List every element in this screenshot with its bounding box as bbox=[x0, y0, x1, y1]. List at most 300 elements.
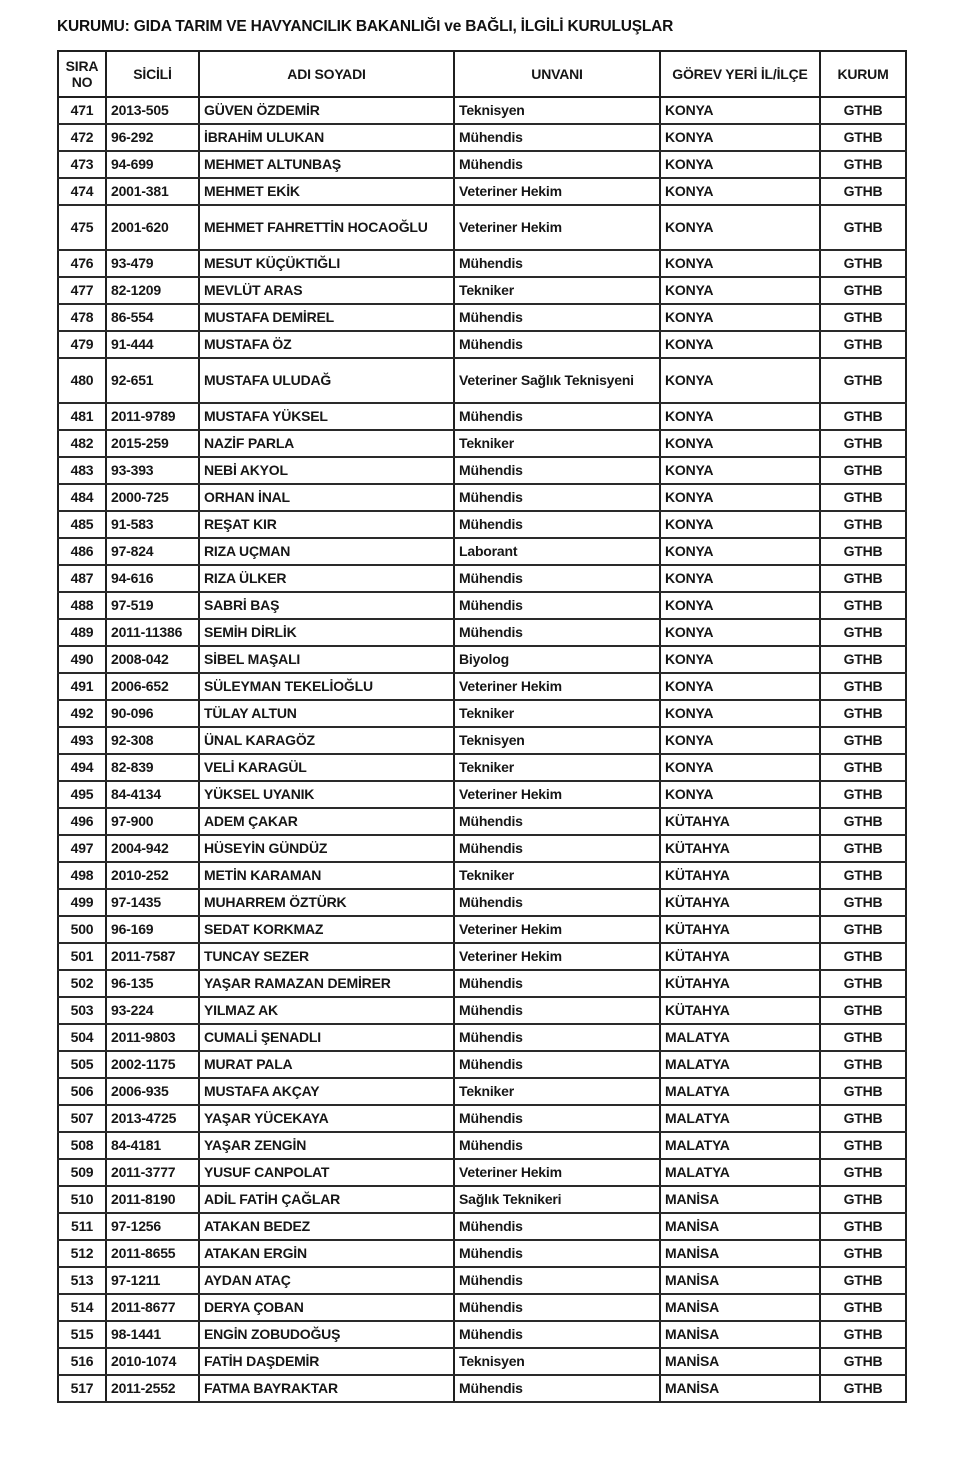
cell-sicil: 2011-8190 bbox=[106, 1186, 199, 1213]
cell-kurum: GTHB bbox=[820, 808, 906, 835]
cell-kurum: GTHB bbox=[820, 997, 906, 1024]
cell-il: KONYA bbox=[660, 538, 820, 565]
cell-sira: 496 bbox=[58, 808, 106, 835]
cell-sicil: 2011-11386 bbox=[106, 619, 199, 646]
cell-kurum: GTHB bbox=[820, 124, 906, 151]
cell-kurum: GTHB bbox=[820, 277, 906, 304]
cell-sicil: 97-1256 bbox=[106, 1213, 199, 1240]
table-row bbox=[58, 124, 906, 151]
cell-sicil: 97-900 bbox=[106, 808, 199, 835]
cell-kurum: GTHB bbox=[820, 430, 906, 457]
cell-ad: YUSUF CANPOLAT bbox=[199, 1159, 454, 1186]
table-row bbox=[58, 1132, 906, 1159]
cell-il: KONYA bbox=[660, 457, 820, 484]
cell-il: KONYA bbox=[660, 511, 820, 538]
cell-ad: İBRAHİM ULUKAN bbox=[199, 124, 454, 151]
cell-sira: 509 bbox=[58, 1159, 106, 1186]
cell-il: KÜTAHYA bbox=[660, 970, 820, 997]
table-row bbox=[58, 250, 906, 277]
cell-il: KONYA bbox=[660, 646, 820, 673]
cell-unvan: Veteriner Hekim bbox=[454, 781, 660, 808]
cell-il: KONYA bbox=[660, 619, 820, 646]
cell-unvan: Veteriner Hekim bbox=[454, 916, 660, 943]
cell-sicil: 97-519 bbox=[106, 592, 199, 619]
column-header-sicil: SİCİLİ bbox=[106, 51, 199, 97]
cell-sira: 494 bbox=[58, 754, 106, 781]
cell-unvan: Veteriner Hekim bbox=[454, 943, 660, 970]
cell-kurum: GTHB bbox=[820, 943, 906, 970]
cell-kurum: GTHB bbox=[820, 1105, 906, 1132]
column-header-unvan: UNVANI bbox=[454, 51, 660, 97]
cell-ad: YAŞAR RAMAZAN DEMİRER bbox=[199, 970, 454, 997]
cell-il: MANİSA bbox=[660, 1267, 820, 1294]
table-row bbox=[58, 592, 906, 619]
table-row bbox=[58, 97, 906, 124]
cell-ad: TÜLAY ALTUN bbox=[199, 700, 454, 727]
cell-il: KONYA bbox=[660, 781, 820, 808]
cell-sicil: 91-444 bbox=[106, 331, 199, 358]
cell-sira: 492 bbox=[58, 700, 106, 727]
cell-sicil: 2011-9803 bbox=[106, 1024, 199, 1051]
cell-kurum: GTHB bbox=[820, 484, 906, 511]
cell-unvan: Mühendis bbox=[454, 997, 660, 1024]
table-row bbox=[58, 1186, 906, 1213]
cell-kurum: GTHB bbox=[820, 619, 906, 646]
table-row bbox=[58, 808, 906, 835]
cell-ad: MEHMET FAHRETTİN HOCAOĞLU bbox=[199, 205, 454, 250]
cell-il: KONYA bbox=[660, 673, 820, 700]
cell-sira: 510 bbox=[58, 1186, 106, 1213]
cell-unvan: Mühendis bbox=[454, 304, 660, 331]
cell-sira: 502 bbox=[58, 970, 106, 997]
cell-kurum: GTHB bbox=[820, 1213, 906, 1240]
cell-sicil: 84-4181 bbox=[106, 1132, 199, 1159]
cell-sicil: 2006-935 bbox=[106, 1078, 199, 1105]
table-row bbox=[58, 1024, 906, 1051]
cell-sira: 497 bbox=[58, 835, 106, 862]
table-header-row bbox=[58, 51, 906, 97]
cell-unvan: Mühendis bbox=[454, 1105, 660, 1132]
cell-il: KONYA bbox=[660, 700, 820, 727]
cell-il: MANİSA bbox=[660, 1321, 820, 1348]
cell-sicil: 2011-2552 bbox=[106, 1375, 199, 1402]
cell-il: KONYA bbox=[660, 592, 820, 619]
cell-kurum: GTHB bbox=[820, 1051, 906, 1078]
cell-il: KONYA bbox=[660, 205, 820, 250]
cell-sira: 489 bbox=[58, 619, 106, 646]
cell-sira: 482 bbox=[58, 430, 106, 457]
cell-ad: MEHMET ALTUNBAŞ bbox=[199, 151, 454, 178]
cell-sicil: 97-1435 bbox=[106, 889, 199, 916]
cell-sira: 476 bbox=[58, 250, 106, 277]
cell-ad: TUNCAY SEZER bbox=[199, 943, 454, 970]
cell-ad: RIZA ÜLKER bbox=[199, 565, 454, 592]
cell-kurum: GTHB bbox=[820, 835, 906, 862]
cell-kurum: GTHB bbox=[820, 754, 906, 781]
table-row bbox=[58, 178, 906, 205]
cell-unvan: Tekniker bbox=[454, 277, 660, 304]
cell-il: MALATYA bbox=[660, 1132, 820, 1159]
cell-sira: 484 bbox=[58, 484, 106, 511]
cell-sicil: 2000-725 bbox=[106, 484, 199, 511]
cell-sira: 493 bbox=[58, 727, 106, 754]
cell-il: KÜTAHYA bbox=[660, 943, 820, 970]
cell-sira: 506 bbox=[58, 1078, 106, 1105]
table-row bbox=[58, 754, 906, 781]
cell-ad: YAŞAR YÜCEKAYA bbox=[199, 1105, 454, 1132]
cell-ad: AYDAN ATAÇ bbox=[199, 1267, 454, 1294]
cell-sicil: 2010-252 bbox=[106, 862, 199, 889]
cell-unvan: Mühendis bbox=[454, 457, 660, 484]
page-title: KURUMU: GIDA TARIM VE HAVYANCILIK BAKANLIĞI ve BAĞLI, İLGİLİ KURULUŞLAR bbox=[57, 18, 674, 35]
cell-sicil: 82-1209 bbox=[106, 277, 199, 304]
table-row bbox=[58, 1267, 906, 1294]
cell-sicil: 2002-1175 bbox=[106, 1051, 199, 1078]
cell-unvan: Mühendis bbox=[454, 1213, 660, 1240]
cell-kurum: GTHB bbox=[820, 250, 906, 277]
cell-ad: SABRİ BAŞ bbox=[199, 592, 454, 619]
cell-unvan: Mühendis bbox=[454, 511, 660, 538]
cell-sira: 490 bbox=[58, 646, 106, 673]
cell-unvan: Veteriner Hekim bbox=[454, 178, 660, 205]
cell-il: KÜTAHYA bbox=[660, 862, 820, 889]
cell-sira: 515 bbox=[58, 1321, 106, 1348]
table-row bbox=[58, 358, 906, 403]
table-row bbox=[58, 277, 906, 304]
table-row bbox=[58, 727, 906, 754]
personnel-table-body bbox=[58, 97, 906, 1402]
table-row bbox=[58, 835, 906, 862]
cell-ad: ADİL FATİH ÇAĞLAR bbox=[199, 1186, 454, 1213]
cell-ad: SİBEL MAŞALI bbox=[199, 646, 454, 673]
cell-kurum: GTHB bbox=[820, 727, 906, 754]
cell-sira: 488 bbox=[58, 592, 106, 619]
cell-il: MALATYA bbox=[660, 1051, 820, 1078]
cell-ad: NAZİF PARLA bbox=[199, 430, 454, 457]
cell-ad: SÜLEYMAN TEKELİOĞLU bbox=[199, 673, 454, 700]
cell-sicil: 92-651 bbox=[106, 358, 199, 403]
cell-il: KÜTAHYA bbox=[660, 835, 820, 862]
cell-kurum: GTHB bbox=[820, 1375, 906, 1402]
cell-unvan: Mühendis bbox=[454, 1024, 660, 1051]
table-row bbox=[58, 1321, 906, 1348]
table-row bbox=[58, 304, 906, 331]
table-row bbox=[58, 700, 906, 727]
table-row bbox=[58, 997, 906, 1024]
cell-il: KONYA bbox=[660, 124, 820, 151]
cell-sira: 498 bbox=[58, 862, 106, 889]
cell-unvan: Mühendis bbox=[454, 403, 660, 430]
cell-il: KÜTAHYA bbox=[660, 889, 820, 916]
cell-sicil: 2015-259 bbox=[106, 430, 199, 457]
cell-il: MANİSA bbox=[660, 1186, 820, 1213]
cell-sicil: 2011-8677 bbox=[106, 1294, 199, 1321]
cell-kurum: GTHB bbox=[820, 151, 906, 178]
table-row bbox=[58, 1213, 906, 1240]
cell-il: KONYA bbox=[660, 484, 820, 511]
cell-il: MANİSA bbox=[660, 1213, 820, 1240]
cell-il: MANİSA bbox=[660, 1294, 820, 1321]
cell-sira: 504 bbox=[58, 1024, 106, 1051]
cell-unvan: Mühendis bbox=[454, 331, 660, 358]
table-row bbox=[58, 673, 906, 700]
cell-ad: YÜKSEL UYANIK bbox=[199, 781, 454, 808]
cell-ad: ADEM ÇAKAR bbox=[199, 808, 454, 835]
cell-il: KÜTAHYA bbox=[660, 997, 820, 1024]
personnel-table bbox=[57, 50, 907, 1403]
cell-sira: 499 bbox=[58, 889, 106, 916]
column-header-kurum: KURUM bbox=[820, 51, 906, 97]
cell-sicil: 97-824 bbox=[106, 538, 199, 565]
cell-ad: DERYA ÇOBAN bbox=[199, 1294, 454, 1321]
cell-sira: 512 bbox=[58, 1240, 106, 1267]
cell-sicil: 2010-1074 bbox=[106, 1348, 199, 1375]
cell-sicil: 2008-042 bbox=[106, 646, 199, 673]
cell-ad: GÜVEN ÖZDEMİR bbox=[199, 97, 454, 124]
table-row bbox=[58, 1078, 906, 1105]
cell-sira: 485 bbox=[58, 511, 106, 538]
cell-unvan: Veteriner Sağlık Teknisyeni bbox=[454, 358, 660, 403]
cell-sira: 474 bbox=[58, 178, 106, 205]
cell-ad: MUHARREM ÖZTÜRK bbox=[199, 889, 454, 916]
cell-sicil: 2011-8655 bbox=[106, 1240, 199, 1267]
cell-ad: MUSTAFA AKÇAY bbox=[199, 1078, 454, 1105]
cell-kurum: GTHB bbox=[820, 916, 906, 943]
cell-unvan: Teknisyen bbox=[454, 727, 660, 754]
cell-sicil: 94-699 bbox=[106, 151, 199, 178]
cell-kurum: GTHB bbox=[820, 1159, 906, 1186]
table-row bbox=[58, 538, 906, 565]
cell-sira: 503 bbox=[58, 997, 106, 1024]
cell-sicil: 93-393 bbox=[106, 457, 199, 484]
cell-ad: FATİH DAŞDEMİR bbox=[199, 1348, 454, 1375]
cell-ad: MUSTAFA ÖZ bbox=[199, 331, 454, 358]
table-row bbox=[58, 1159, 906, 1186]
table-row bbox=[58, 781, 906, 808]
cell-ad: YILMAZ AK bbox=[199, 997, 454, 1024]
column-header-il: GÖREV YERİ İL/İLÇE bbox=[660, 51, 820, 97]
cell-ad: MUSTAFA YÜKSEL bbox=[199, 403, 454, 430]
cell-sira: 475 bbox=[58, 205, 106, 250]
cell-unvan: Tekniker bbox=[454, 700, 660, 727]
cell-unvan: Tekniker bbox=[454, 430, 660, 457]
cell-ad: NEBİ AKYOL bbox=[199, 457, 454, 484]
cell-sira: 473 bbox=[58, 151, 106, 178]
cell-sicil: 2004-942 bbox=[106, 835, 199, 862]
cell-sicil: 86-554 bbox=[106, 304, 199, 331]
cell-kurum: GTHB bbox=[820, 565, 906, 592]
cell-kurum: GTHB bbox=[820, 331, 906, 358]
cell-il: KONYA bbox=[660, 403, 820, 430]
cell-il: KONYA bbox=[660, 331, 820, 358]
cell-unvan: Veteriner Hekim bbox=[454, 673, 660, 700]
cell-il: MANİSA bbox=[660, 1240, 820, 1267]
cell-ad: MUSTAFA ULUDAĞ bbox=[199, 358, 454, 403]
cell-kurum: GTHB bbox=[820, 592, 906, 619]
table-row bbox=[58, 1051, 906, 1078]
cell-sicil: 92-308 bbox=[106, 727, 199, 754]
cell-ad: SEMİH DİRLİK bbox=[199, 619, 454, 646]
cell-sira: 500 bbox=[58, 916, 106, 943]
cell-il: KONYA bbox=[660, 304, 820, 331]
cell-unvan: Mühendis bbox=[454, 484, 660, 511]
cell-ad: MEHMET EKİK bbox=[199, 178, 454, 205]
column-header-sira: SIRA NO bbox=[58, 51, 106, 97]
cell-kurum: GTHB bbox=[820, 1348, 906, 1375]
cell-kurum: GTHB bbox=[820, 358, 906, 403]
cell-kurum: GTHB bbox=[820, 1186, 906, 1213]
cell-ad: SEDAT KORKMAZ bbox=[199, 916, 454, 943]
cell-unvan: Mühendis bbox=[454, 619, 660, 646]
cell-ad: ATAKAN BEDEZ bbox=[199, 1213, 454, 1240]
cell-il: KONYA bbox=[660, 754, 820, 781]
cell-il: KONYA bbox=[660, 97, 820, 124]
cell-sicil: 96-135 bbox=[106, 970, 199, 997]
cell-il: MALATYA bbox=[660, 1105, 820, 1132]
cell-il: KONYA bbox=[660, 358, 820, 403]
cell-sicil: 84-4134 bbox=[106, 781, 199, 808]
cell-kurum: GTHB bbox=[820, 178, 906, 205]
cell-kurum: GTHB bbox=[820, 673, 906, 700]
cell-unvan: Veteriner Hekim bbox=[454, 1159, 660, 1186]
cell-ad: HÜSEYİN GÜNDÜZ bbox=[199, 835, 454, 862]
cell-unvan: Mühendis bbox=[454, 124, 660, 151]
table-row bbox=[58, 619, 906, 646]
cell-ad: ATAKAN ERGİN bbox=[199, 1240, 454, 1267]
cell-kurum: GTHB bbox=[820, 511, 906, 538]
cell-sira: 487 bbox=[58, 565, 106, 592]
cell-ad: MEVLÜT ARAS bbox=[199, 277, 454, 304]
table-row bbox=[58, 943, 906, 970]
table-row bbox=[58, 916, 906, 943]
cell-kurum: GTHB bbox=[820, 700, 906, 727]
cell-il: KONYA bbox=[660, 430, 820, 457]
cell-il: KONYA bbox=[660, 727, 820, 754]
table-row bbox=[58, 331, 906, 358]
cell-unvan: Mühendis bbox=[454, 1321, 660, 1348]
cell-il: KONYA bbox=[660, 151, 820, 178]
cell-sira: 513 bbox=[58, 1267, 106, 1294]
cell-ad: CUMALİ ŞENADLI bbox=[199, 1024, 454, 1051]
cell-ad: ORHAN İNAL bbox=[199, 484, 454, 511]
cell-sira: 472 bbox=[58, 124, 106, 151]
table-row bbox=[58, 1348, 906, 1375]
table-row bbox=[58, 565, 906, 592]
cell-sira: 483 bbox=[58, 457, 106, 484]
cell-kurum: GTHB bbox=[820, 646, 906, 673]
cell-kurum: GTHB bbox=[820, 1240, 906, 1267]
cell-kurum: GTHB bbox=[820, 781, 906, 808]
table-row bbox=[58, 646, 906, 673]
cell-ad: ÜNAL KARAGÖZ bbox=[199, 727, 454, 754]
cell-il: MANİSA bbox=[660, 1375, 820, 1402]
column-header-ad: ADI SOYADI bbox=[199, 51, 454, 97]
cell-unvan: Mühendis bbox=[454, 1267, 660, 1294]
cell-kurum: GTHB bbox=[820, 538, 906, 565]
cell-sira: 501 bbox=[58, 943, 106, 970]
cell-unvan: Veteriner Hekim bbox=[454, 205, 660, 250]
cell-sicil: 96-169 bbox=[106, 916, 199, 943]
cell-unvan: Biyolog bbox=[454, 646, 660, 673]
cell-unvan: Mühendis bbox=[454, 592, 660, 619]
cell-unvan: Laborant bbox=[454, 538, 660, 565]
cell-kurum: GTHB bbox=[820, 862, 906, 889]
table-row bbox=[58, 1105, 906, 1132]
cell-unvan: Mühendis bbox=[454, 808, 660, 835]
cell-unvan: Mühendis bbox=[454, 889, 660, 916]
cell-sicil: 2001-620 bbox=[106, 205, 199, 250]
cell-unvan: Teknisyen bbox=[454, 1348, 660, 1375]
table-row bbox=[58, 1240, 906, 1267]
cell-ad: YAŞAR ZENGİN bbox=[199, 1132, 454, 1159]
cell-il: MALATYA bbox=[660, 1078, 820, 1105]
cell-il: MALATYA bbox=[660, 1159, 820, 1186]
cell-sicil: 2001-381 bbox=[106, 178, 199, 205]
cell-kurum: GTHB bbox=[820, 403, 906, 430]
cell-kurum: GTHB bbox=[820, 1024, 906, 1051]
cell-sira: 486 bbox=[58, 538, 106, 565]
cell-il: MANİSA bbox=[660, 1348, 820, 1375]
table-row bbox=[58, 151, 906, 178]
cell-sira: 514 bbox=[58, 1294, 106, 1321]
cell-kurum: GTHB bbox=[820, 889, 906, 916]
cell-unvan: Mühendis bbox=[454, 835, 660, 862]
document-page bbox=[57, 18, 905, 1403]
table-row bbox=[58, 511, 906, 538]
table-row bbox=[58, 484, 906, 511]
cell-sicil: 2013-4725 bbox=[106, 1105, 199, 1132]
cell-il: KONYA bbox=[660, 565, 820, 592]
cell-sira: 471 bbox=[58, 97, 106, 124]
cell-sicil: 2011-7587 bbox=[106, 943, 199, 970]
cell-sira: 478 bbox=[58, 304, 106, 331]
cell-sicil: 97-1211 bbox=[106, 1267, 199, 1294]
table-row bbox=[58, 1375, 906, 1402]
cell-unvan: Mühendis bbox=[454, 1375, 660, 1402]
cell-il: KONYA bbox=[660, 250, 820, 277]
cell-kurum: GTHB bbox=[820, 205, 906, 250]
cell-sira: 508 bbox=[58, 1132, 106, 1159]
cell-ad: METİN KARAMAN bbox=[199, 862, 454, 889]
cell-sira: 477 bbox=[58, 277, 106, 304]
cell-kurum: GTHB bbox=[820, 457, 906, 484]
cell-kurum: GTHB bbox=[820, 1267, 906, 1294]
table-row bbox=[58, 862, 906, 889]
cell-unvan: Tekniker bbox=[454, 1078, 660, 1105]
table-row bbox=[58, 889, 906, 916]
cell-il: KÜTAHYA bbox=[660, 808, 820, 835]
cell-kurum: GTHB bbox=[820, 97, 906, 124]
cell-ad: ENGİN ZOBUDOĞUŞ bbox=[199, 1321, 454, 1348]
cell-sicil: 82-839 bbox=[106, 754, 199, 781]
cell-sicil: 93-479 bbox=[106, 250, 199, 277]
cell-unvan: Mühendis bbox=[454, 250, 660, 277]
cell-unvan: Mühendis bbox=[454, 970, 660, 997]
cell-kurum: GTHB bbox=[820, 1132, 906, 1159]
cell-kurum: GTHB bbox=[820, 1294, 906, 1321]
cell-il: MALATYA bbox=[660, 1024, 820, 1051]
cell-sira: 491 bbox=[58, 673, 106, 700]
cell-il: KONYA bbox=[660, 277, 820, 304]
cell-unvan: Tekniker bbox=[454, 754, 660, 781]
table-row bbox=[58, 205, 906, 250]
cell-unvan: Mühendis bbox=[454, 1051, 660, 1078]
cell-sira: 505 bbox=[58, 1051, 106, 1078]
cell-ad: MURAT PALA bbox=[199, 1051, 454, 1078]
cell-ad: VELİ KARAGÜL bbox=[199, 754, 454, 781]
cell-sicil: 2011-3777 bbox=[106, 1159, 199, 1186]
cell-sira: 495 bbox=[58, 781, 106, 808]
